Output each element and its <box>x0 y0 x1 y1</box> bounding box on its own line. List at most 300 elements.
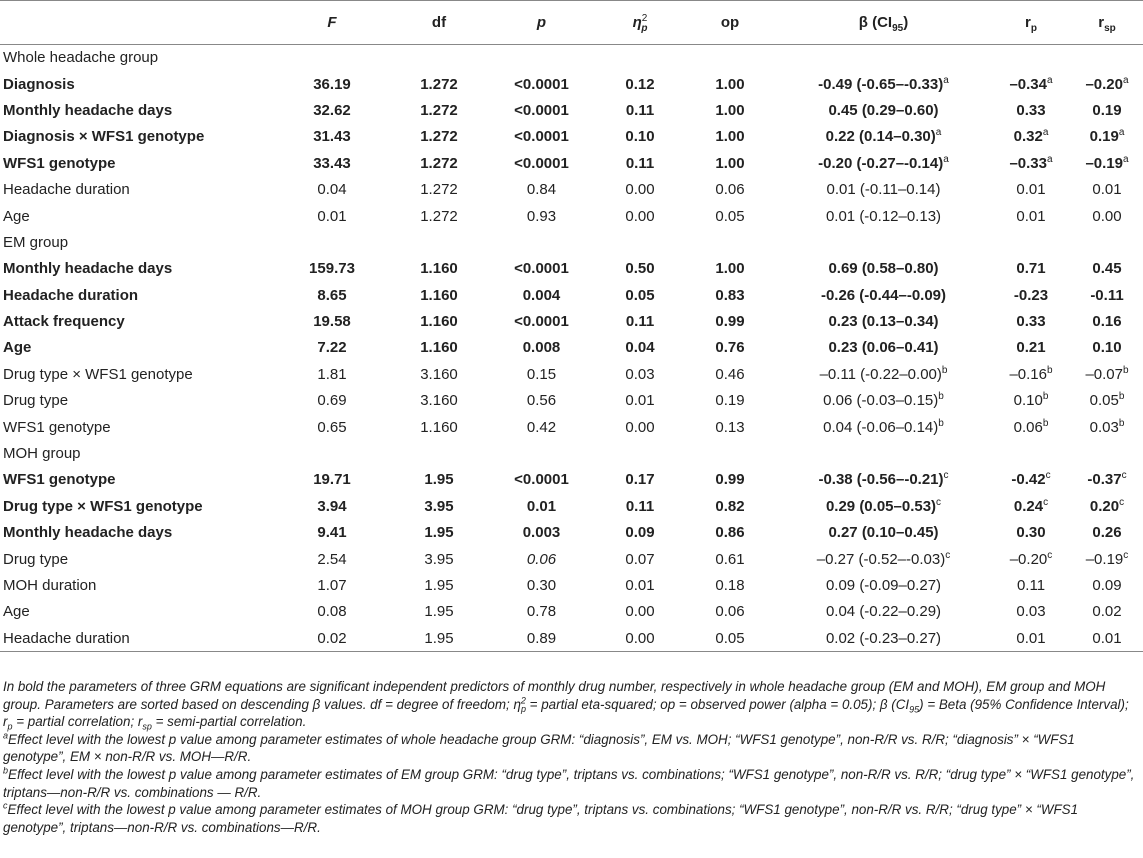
cell-df: 1.272 <box>420 75 458 93</box>
cell-df: 1.95 <box>424 471 454 489</box>
cell-observed-power: 1.00 <box>715 101 745 119</box>
cell-f: 0.01 <box>317 207 347 225</box>
cell-semi-partial-correlation <box>1071 282 1143 308</box>
cell-observed-power: 0.83 <box>715 286 745 304</box>
footnote-marker: b <box>938 391 944 403</box>
cell-df: 3.95 <box>424 497 454 515</box>
table-row <box>0 467 1143 493</box>
cell-partial-correlation <box>991 493 1071 519</box>
cell-eta-squared: 0.04 <box>625 339 655 357</box>
table-row <box>0 150 1143 176</box>
cell-parameter: Monthly headache days <box>3 101 173 119</box>
cell-beta-ci <box>776 388 991 414</box>
table-row <box>0 335 1143 361</box>
cell-observed-power: 0.46 <box>715 365 745 383</box>
group-title: Whole headache group <box>3 49 159 67</box>
header-f: F <box>273 1 391 45</box>
cell-df: 1.160 <box>420 339 458 357</box>
cell-f: 3.94 <box>317 497 347 515</box>
cell-df: 1.95 <box>424 577 454 594</box>
table-row <box>0 625 1143 651</box>
cell-beta-ci <box>776 282 991 308</box>
cell-df: 1.272 <box>420 181 458 199</box>
cell-f: 159.73 <box>309 260 355 278</box>
header-beta: β $(CI_{95})$ <box>776 1 991 45</box>
cell-p: 0.15 <box>526 365 557 383</box>
cell-parameter: Monthly headache days <box>3 260 173 278</box>
cell-beta-ci <box>776 467 991 493</box>
table-row <box>0 282 1143 308</box>
cell-p: 0.78 <box>526 603 557 621</box>
cell-parameter: Attack frequency <box>3 313 125 331</box>
cell-beta-ci-value: -0.26 (-0.44–-0.09) <box>820 286 947 304</box>
cell-observed-power: 0.06 <box>715 181 745 199</box>
footnote-marker: b <box>1042 391 1049 403</box>
cell-partial-correlation-value: 0.33 <box>1016 101 1046 119</box>
cell-semi-partial-correlation <box>1071 467 1143 493</box>
cell-beta-ci-value: 0.01 (-0.11–0.14) <box>826 181 941 199</box>
cell-partial-correlation <box>991 546 1071 572</box>
cell-df: 1.160 <box>420 313 458 331</box>
cell-semi-partial-correlation-value: 0.05 <box>1089 392 1119 410</box>
footnote-main: In bold the parameters of three GRM equations are significant independent predictors of monthly drug number, respectively in whole headache group (EM and MOH), EM group and MOH group. Parameters are sorted based on descending β values. df = degree of freedom; $\eta^2_p$ = partial eta-squared; op = observed power (alpha = 0.05); β $(CI_{95})$ = Beta (95% Confidence Interval); $r_p$ = partial correlation; $r_{sp}$ = semi-partial correlation. <box>3 679 1129 732</box>
cell-beta-ci-value: -0.38 (-0.56–-0.21) <box>818 471 944 489</box>
cell-partial-correlation-value: –0.16 <box>1009 365 1047 383</box>
cell-p: 0.30 <box>526 577 557 594</box>
cell-beta-ci <box>776 572 991 598</box>
cell-p: <0.0001 <box>514 471 569 489</box>
cell-beta-ci-value: 0.01 (-0.12–0.13) <box>825 207 942 225</box>
cell-semi-partial-correlation <box>1071 256 1143 282</box>
cell-parameter: Headache duration <box>0 625 273 651</box>
table-row <box>0 572 1143 598</box>
header-df: df <box>391 1 487 45</box>
header-eta: $\eta^2_p$ <box>596 1 684 45</box>
footnote-b: $^b$Effect level with the lowest p value among parameter estimates of EM group GRM: “drug type”, triptans vs. combinations; “WFS1 genotype”, non-R/R vs. R/R; “drug type” × “WFS1 genotype”, triptans—non-R/R vs. combinations — R/R. <box>3 765 1135 800</box>
footnote-marker: c <box>1045 470 1051 482</box>
cell-partial-correlation-value: 0.01 <box>1016 629 1046 647</box>
cell-beta-ci <box>776 203 991 229</box>
cell-f: 0.65 <box>317 418 347 436</box>
footnote-marker: c <box>936 496 942 508</box>
cell-beta-ci <box>776 361 991 387</box>
cell-semi-partial-correlation-value: –0.20 <box>1085 75 1123 93</box>
cell-p: 0.56 <box>526 392 557 410</box>
cell-parameter: Drug type <box>3 392 69 410</box>
cell-beta-ci <box>776 520 991 546</box>
footnote-marker: c <box>1119 496 1125 508</box>
cell-f: 0.04 <box>317 181 347 199</box>
cell-observed-power: 0.05 <box>684 625 776 651</box>
cell-beta-ci <box>776 176 991 202</box>
cell-observed-power: 0.61 <box>715 550 745 568</box>
footnote-marker: c <box>943 470 949 482</box>
cell-p: <0.0001 <box>514 154 569 172</box>
cell-partial-correlation-value: –0.20 <box>1009 550 1048 568</box>
cell-beta-ci-value: 0.23 (0.13–0.34) <box>828 313 939 331</box>
footnote-c: $^c$Effect level with the lowest p value among parameter estimates of MOH group GRM: “drug type”, triptans vs. combinations; “WFS1 genotype”, non-R/R vs. R/R; “drug type” × “WFS1 genotype”, triptans—non-R/R vs. combinations—R/R. <box>3 800 1079 835</box>
footnote-marker: b <box>938 417 944 429</box>
cell-f: 1.07 <box>317 577 347 594</box>
cell-eta-squared: 0.12 <box>625 75 655 93</box>
cell-f: 2.54 <box>317 550 347 568</box>
table-row <box>0 388 1143 414</box>
cell-f: 0.02 <box>273 625 391 651</box>
cell-df: 3.160 <box>420 365 458 383</box>
cell-eta-squared: 0.50 <box>625 260 655 278</box>
footnote-marker: a <box>943 153 949 165</box>
cell-beta-ci <box>776 71 991 97</box>
cell-f: 0.08 <box>317 603 347 621</box>
footnote-marker: c <box>1043 496 1049 508</box>
table-body <box>0 45 1143 652</box>
footnote-marker: b <box>1046 364 1053 376</box>
cell-eta-squared: 0.00 <box>625 418 655 436</box>
table-footnotes <box>3 678 1140 836</box>
cell-parameter: Headache duration <box>3 286 139 304</box>
cell-partial-correlation-value: –0.33 <box>1009 154 1047 172</box>
footnote-marker: b <box>1042 417 1049 429</box>
group-header-row <box>0 440 1143 466</box>
cell-beta-ci-value: 0.04 (-0.06–0.14) <box>823 418 939 436</box>
table-row <box>0 176 1143 202</box>
cell-parameter: Headache duration <box>3 181 130 199</box>
header-rsp: $r_{sp}$ <box>1071 1 1143 45</box>
cell-p: <0.0001 <box>514 313 569 331</box>
cell-p: <0.0001 <box>514 101 569 119</box>
cell-eta-squared: 0.07 <box>625 550 655 568</box>
cell-beta-ci-value: 0.04 (-0.22–0.29) <box>825 603 942 621</box>
cell-parameter: Monthly headache days <box>3 524 173 542</box>
cell-semi-partial-correlation-value: 0.19 <box>1092 101 1122 119</box>
cell-partial-correlation <box>991 361 1071 387</box>
table-row <box>0 361 1143 387</box>
cell-beta-ci-value: -0.20 (-0.27–-0.14) <box>818 154 944 172</box>
table-row <box>0 308 1143 334</box>
cell-partial-correlation-value: 0.32 <box>1013 128 1043 146</box>
table-row <box>0 203 1143 229</box>
footnote-marker: a <box>1122 74 1129 86</box>
cell-beta-ci <box>776 256 991 282</box>
cell-beta-ci <box>776 150 991 176</box>
group-title: MOH group <box>3 445 81 463</box>
header-row <box>0 1 1143 45</box>
cell-f: 7.22 <box>317 339 347 357</box>
cell-observed-power: 0.99 <box>715 313 745 331</box>
group-header-row <box>0 229 1143 255</box>
cell-parameter: Diagnosis × WFS1 genotype <box>3 128 205 146</box>
cell-eta-squared: 0.09 <box>625 524 655 542</box>
cell-partial-correlation-value: -0.42 <box>1011 471 1046 489</box>
cell-p: 0.008 <box>522 339 561 357</box>
cell-observed-power: 0.99 <box>715 471 745 489</box>
group-title: EM group <box>3 233 69 251</box>
footnote-marker: a <box>1046 153 1053 165</box>
cell-semi-partial-correlation <box>1071 308 1143 334</box>
cell-partial-correlation <box>991 150 1071 176</box>
cell-semi-partial-correlation <box>1071 572 1143 598</box>
cell-f: 1.81 <box>317 365 347 383</box>
cell-partial-correlation <box>991 203 1071 229</box>
cell-partial-correlation <box>991 599 1071 625</box>
cell-parameter: Drug type × WFS1 genotype <box>3 497 203 515</box>
cell-parameter: WFS1 genotype <box>3 471 116 489</box>
footnote-marker: c <box>1047 549 1053 561</box>
cell-partial-correlation-value: 0.30 <box>1016 524 1046 542</box>
cell-eta-squared: 0.03 <box>625 365 655 383</box>
group-header-row <box>0 45 1143 71</box>
cell-beta-ci <box>776 599 991 625</box>
table-row <box>0 256 1143 282</box>
cell-eta-squared: 0.05 <box>625 286 655 304</box>
cell-semi-partial-correlation <box>1071 388 1143 414</box>
cell-parameter: WFS1 genotype <box>3 154 116 172</box>
cell-beta-ci-value: 0.69 (0.58–0.80) <box>828 260 939 278</box>
cell-semi-partial-correlation-value: -0.37 <box>1087 471 1122 489</box>
cell-df: 1.272 <box>420 101 458 119</box>
cell-p: 0.42 <box>526 418 557 436</box>
cell-observed-power: 1.00 <box>715 128 745 146</box>
footnote-marker: a <box>943 74 949 86</box>
cell-semi-partial-correlation-value: 0.20 <box>1089 497 1120 515</box>
cell-parameter: WFS1 genotype <box>3 418 111 436</box>
cell-parameter: Age <box>3 339 32 357</box>
cell-partial-correlation-value: 0.06 <box>1013 418 1043 436</box>
cell-beta-ci-value: 0.22 (0.14–0.30) <box>825 128 936 146</box>
cell-beta-ci <box>776 97 991 123</box>
cell-eta-squared: 0.17 <box>625 471 655 489</box>
cell-partial-correlation-value: 0.24 <box>1013 497 1044 515</box>
table-row <box>0 599 1143 625</box>
cell-semi-partial-correlation <box>1071 493 1143 519</box>
footnote-marker: b <box>1122 364 1129 376</box>
cell-partial-correlation <box>991 176 1071 202</box>
cell-partial-correlation <box>991 625 1071 651</box>
cell-beta-ci-value: -0.49 (-0.65–-0.33) <box>818 75 944 93</box>
cell-p: 0.84 <box>526 181 557 199</box>
cell-df: 1.160 <box>420 260 458 278</box>
cell-semi-partial-correlation <box>1071 361 1143 387</box>
cell-parameter: Diagnosis <box>3 75 75 93</box>
cell-semi-partial-correlation-value: 0.09 <box>1092 577 1122 594</box>
cell-semi-partial-correlation <box>1071 520 1143 546</box>
cell-beta-ci-value: 0.02 (-0.23–0.27) <box>825 629 942 647</box>
table-row <box>0 124 1143 150</box>
cell-df: 1.160 <box>420 286 458 304</box>
cell-df: 1.95 <box>391 625 487 651</box>
header-rp: $r_p$ <box>991 1 1071 45</box>
cell-beta-ci <box>776 414 991 440</box>
cell-p: <0.0001 <box>514 128 569 146</box>
cell-observed-power: 0.76 <box>715 339 745 357</box>
cell-eta-squared: 0.00 <box>596 625 684 651</box>
footnote-marker: b <box>1118 417 1125 429</box>
cell-observed-power: 0.13 <box>715 418 745 436</box>
cell-semi-partial-correlation-value: –0.19 <box>1085 550 1124 568</box>
cell-p: 0.003 <box>522 524 561 542</box>
cell-eta-squared: 0.11 <box>625 154 655 172</box>
footnote-marker: b <box>941 364 948 376</box>
cell-p: 0.89 <box>487 625 596 651</box>
cell-semi-partial-correlation-value: 0.45 <box>1092 260 1122 278</box>
cell-eta-squared: 0.10 <box>625 128 655 146</box>
cell-df: 3.160 <box>420 392 458 410</box>
cell-partial-correlation <box>991 520 1071 546</box>
cell-beta-ci-value: 0.27 (0.10–0.45) <box>828 524 939 542</box>
cell-f: 31.43 <box>313 128 351 146</box>
cell-semi-partial-correlation-value: 0.10 <box>1092 339 1122 357</box>
cell-observed-power: 1.00 <box>715 154 745 172</box>
cell-semi-partial-correlation <box>1071 97 1143 123</box>
cell-semi-partial-correlation-value: 0.03 <box>1089 418 1119 436</box>
cell-semi-partial-correlation-value: 0.02 <box>1092 603 1122 621</box>
cell-eta-squared: 0.01 <box>625 577 655 594</box>
cell-semi-partial-correlation <box>1071 124 1143 150</box>
cell-semi-partial-correlation-value: 0.01 <box>1092 181 1122 199</box>
cell-observed-power: 0.86 <box>715 524 745 542</box>
cell-semi-partial-correlation-value: 0.16 <box>1092 313 1122 331</box>
cell-partial-correlation <box>991 335 1071 361</box>
cell-parameter: Age <box>3 603 30 621</box>
cell-df: 3.95 <box>424 550 454 568</box>
cell-observed-power: 0.82 <box>715 497 745 515</box>
cell-f: 33.43 <box>313 154 351 172</box>
cell-semi-partial-correlation-value: –0.19 <box>1085 154 1123 172</box>
table-row <box>0 520 1143 546</box>
cell-semi-partial-correlation-value: -0.11 <box>1090 286 1124 304</box>
cell-partial-correlation <box>991 467 1071 493</box>
cell-partial-correlation-value: 0.10 <box>1013 392 1043 410</box>
cell-partial-correlation <box>991 97 1071 123</box>
cell-partial-correlation <box>991 124 1071 150</box>
cell-semi-partial-correlation <box>1071 176 1143 202</box>
cell-f: 32.62 <box>313 101 351 119</box>
cell-partial-correlation <box>991 71 1071 97</box>
table-row <box>0 71 1143 97</box>
cell-eta-squared: 0.00 <box>625 603 655 621</box>
cell-semi-partial-correlation-value: 0.19 <box>1089 128 1119 146</box>
table-row <box>0 546 1143 572</box>
cell-beta-ci-value: 0.45 (0.29–0.60) <box>828 101 939 119</box>
table-row <box>0 97 1143 123</box>
cell-f: 9.41 <box>317 524 347 542</box>
cell-semi-partial-correlation-value: 0.01 <box>1092 629 1122 647</box>
cell-beta-ci-value: 0.23 (0.06–0.41) <box>828 339 939 357</box>
cell-eta-squared: 0.11 <box>625 101 655 119</box>
cell-partial-correlation-value: -0.23 <box>1013 286 1049 304</box>
cell-semi-partial-correlation <box>1071 150 1143 176</box>
cell-partial-correlation <box>991 308 1071 334</box>
cell-f: 19.58 <box>313 313 351 331</box>
cell-eta-squared: 0.00 <box>625 181 655 199</box>
cell-beta-ci <box>776 546 991 572</box>
cell-partial-correlation-value: 0.03 <box>1016 603 1046 621</box>
cell-observed-power: 1.00 <box>715 260 745 278</box>
table-row <box>0 493 1143 519</box>
cell-eta-squared: 0.11 <box>625 313 655 331</box>
cell-f: 0.69 <box>317 392 347 410</box>
cell-semi-partial-correlation-value: –0.07 <box>1085 365 1123 383</box>
cell-df: 1.160 <box>420 418 458 436</box>
footnote-marker: a <box>1046 74 1053 86</box>
header-parameter <box>0 1 273 45</box>
cell-beta-ci-value: –0.27 (-0.52–-0.03) <box>816 550 946 568</box>
cell-p: 0.004 <box>522 286 561 304</box>
cell-f: 36.19 <box>313 75 351 93</box>
cell-eta-squared: 0.01 <box>625 392 655 410</box>
cell-semi-partial-correlation <box>1071 203 1143 229</box>
cell-beta-ci-value: 0.29 (0.05–0.53) <box>825 497 937 515</box>
cell-semi-partial-correlation <box>1071 599 1143 625</box>
footnote-marker: c <box>945 549 951 561</box>
cell-parameter: Age <box>3 207 30 225</box>
cell-parameter: MOH duration <box>3 577 97 594</box>
cell-semi-partial-correlation <box>1071 546 1143 572</box>
cell-beta-ci <box>776 124 991 150</box>
cell-beta-ci <box>776 493 991 519</box>
cell-partial-correlation-value: 0.01 <box>1016 181 1046 199</box>
cell-partial-correlation <box>991 414 1071 440</box>
cell-beta-ci <box>776 625 991 651</box>
cell-semi-partial-correlation <box>1071 335 1143 361</box>
cell-semi-partial-correlation <box>1071 625 1143 651</box>
cell-parameter: Drug type <box>3 550 69 568</box>
cell-partial-correlation-value: 0.71 <box>1016 260 1046 278</box>
cell-beta-ci <box>776 308 991 334</box>
cell-p: 0.01 <box>526 497 557 515</box>
footnote-marker: c <box>1121 470 1127 482</box>
cell-f: 19.71 <box>313 471 351 489</box>
cell-observed-power: 0.19 <box>715 392 745 410</box>
cell-partial-correlation-value: 0.21 <box>1016 339 1046 357</box>
footnote-marker: a <box>935 127 942 139</box>
cell-semi-partial-correlation <box>1071 414 1143 440</box>
header-p: p <box>487 1 596 45</box>
cell-p: <0.0001 <box>514 260 569 278</box>
cell-beta-ci-value: 0.09 (-0.09–0.27) <box>825 577 942 594</box>
footnote-marker: c <box>1123 549 1129 561</box>
cell-partial-correlation-value: –0.34 <box>1009 75 1047 93</box>
cell-partial-correlation-value: 0.01 <box>1016 207 1046 225</box>
footnote-a: $^a$Effect level with the lowest p value among parameter estimates of whole headache group GRM: “diagnosis”, EM vs. MOH; “WFS1 genotype”, non-R/R vs. R/R; “diagnosis” × “WFS1 genotype”, EM × non-R/R vs. MOH—R/R. <box>3 730 1075 765</box>
cell-partial-correlation-value: 0.33 <box>1016 313 1046 331</box>
cell-partial-correlation-value: 0.11 <box>1016 577 1046 594</box>
cell-semi-partial-correlation-value: 0.00 <box>1092 207 1122 225</box>
cell-observed-power: 1.00 <box>715 75 745 93</box>
header-op: op <box>684 1 776 45</box>
cell-df: 1.272 <box>420 154 458 172</box>
footnote-marker: a <box>1122 153 1129 165</box>
cell-df: 1.272 <box>420 128 458 146</box>
cell-f: 8.65 <box>317 286 347 304</box>
cell-semi-partial-correlation <box>1071 71 1143 97</box>
cell-observed-power: 0.05 <box>715 207 745 225</box>
cell-observed-power: 0.06 <box>715 603 745 621</box>
footnote-marker: a <box>1042 127 1049 139</box>
cell-beta-ci <box>776 335 991 361</box>
cell-eta-squared: 0.00 <box>625 207 655 225</box>
footnote-marker: b <box>1118 391 1125 403</box>
table-row <box>0 414 1143 440</box>
cell-partial-correlation <box>991 256 1071 282</box>
cell-p: 0.93 <box>526 207 557 225</box>
cell-parameter: Drug type × WFS1 genotype <box>3 365 193 383</box>
cell-p: 0.06 <box>526 550 557 568</box>
cell-beta-ci-value: 0.06 (-0.03–0.15) <box>823 392 939 410</box>
footnote-marker: a <box>1118 127 1125 139</box>
cell-semi-partial-correlation-value: 0.26 <box>1092 524 1122 542</box>
cell-df: 1.95 <box>424 603 454 621</box>
